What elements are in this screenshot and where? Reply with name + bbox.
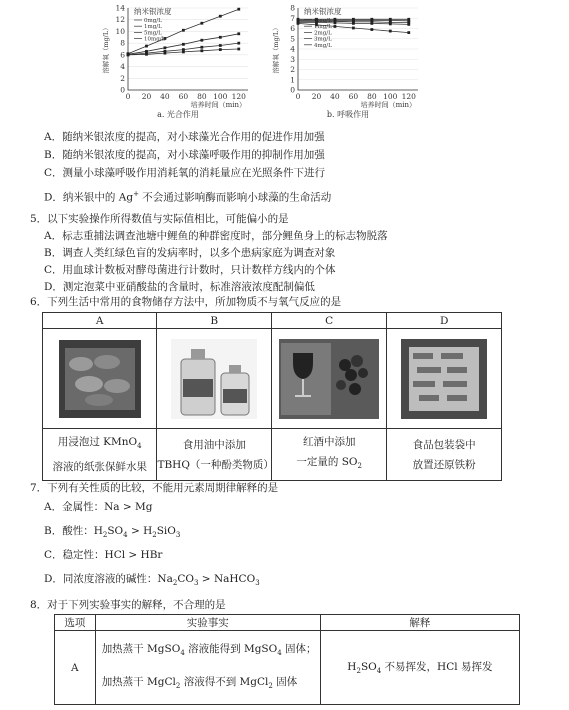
chart-a-legend-entry: 5mg/L [144, 30, 162, 37]
chart-a-point [182, 51, 185, 54]
chart-b-point [389, 30, 392, 33]
q6-header-d: D [387, 313, 502, 329]
q6-photo-d-cell [387, 329, 502, 429]
q4-option-d: D．纳米银中的 Ag+ 不会通过影响酶而影响小球藻的生命活动 [44, 190, 332, 204]
chart-a-xlabel: 培养时间（min） [190, 101, 246, 109]
chart-b-respiration [270, 0, 430, 122]
q4-option-b: B．随纳米银浓度的提高，对小球藻呼吸作用的抑制作用加强 [44, 149, 325, 161]
chart-b-ytick-label: 6 [290, 24, 295, 33]
q7-title: 7．下列有关性质的比较，不能用元素周期律解释的是 [30, 482, 279, 494]
chart-b-ytick-label: 8 [290, 3, 295, 13]
chart-b-xtick-label: 80 [367, 92, 377, 101]
chart-a-xtick-label: 120 [231, 92, 246, 101]
chart-a-point [200, 46, 203, 49]
chart-b-point [389, 18, 392, 21]
q8-title: 8．对于下列实验事实的解释，不合理的是 [30, 599, 226, 611]
chart-b-point [407, 18, 410, 21]
q6-text-a: 用浸泡过 KMnO$_4$ 溶液的纸张保鲜水果 [43, 429, 157, 481]
chart-b-xlabel: 培养时间（min） [360, 101, 416, 109]
q5-option-c: C．用血球计数板对酵母菌进行计数时，只计数样方线内的个体 [44, 264, 336, 276]
q6-text-d: 食品包装袋中 放置还原铁粉 [387, 429, 502, 481]
chart-a-legend-entry: 0mg/L [144, 18, 162, 24]
chart-a-ytick-label: 14 [115, 3, 125, 13]
iron-powder-packet-photo [401, 339, 487, 419]
chart-a-ytick-label: 6 [120, 50, 125, 60]
chart-b-point [370, 18, 373, 21]
chart-b-ytick-label: 1 [290, 75, 295, 85]
q8-row-explanation: $H_2SO_4$ 不易挥发，HCl 易挥发 [320, 631, 519, 705]
chart-a-point [145, 45, 148, 48]
chart-b-legend-title: 纳米银浓度 [304, 7, 342, 16]
chart-a-point [237, 48, 240, 51]
chart-b-legend-entry: 4mg/L [314, 42, 332, 49]
chart-a-point [164, 46, 167, 49]
chart-a-point [219, 48, 222, 51]
chart-a-point [237, 8, 240, 11]
q6-text-c: 红酒中添加 一定量的 $SO_2$ [272, 429, 387, 481]
chart-a-xtick-label: 60 [178, 92, 189, 101]
chart-a-point [219, 15, 222, 18]
chart-b-ytick-label: 4 [290, 44, 295, 54]
chart-a-point [182, 29, 185, 32]
q7-option-d: D．同浓度溶液的碱性：$Na_2CO_3$ > NaHCO$_3$ [44, 573, 260, 588]
chart-a-legend-title: 纳米银浓度 [134, 7, 172, 16]
q7-option-a: A．金属性：Na > Mg [44, 501, 153, 513]
chart-b-ylabel: 溶解氧（mg/L） [272, 24, 280, 74]
fruit-paper-photo [59, 340, 141, 418]
q6-photo-a-cell [43, 329, 157, 429]
chart-b-caption: b. 呼吸作用 [326, 110, 370, 119]
q5-option-b: B．调查人类红绿色盲的发病率时，以多个患病家庭为调查对象 [44, 247, 336, 259]
chart-b-point [352, 27, 355, 30]
q8-header-option: 选项 [55, 615, 96, 631]
chart-a-xtick-label: 100 [213, 92, 228, 101]
q6-header-b: B [157, 313, 272, 329]
q8-row-fact: 加热蒸干 MgSO$_4$ 溶液能得到 MgSO$_4$ 固体； 加热蒸干 MgCl$_2$ 溶液得不到 MgCl$_2$ 固体 [95, 631, 320, 705]
chart-b-ytick-label: 5 [290, 34, 295, 44]
chart-b-ytick-label: 2 [290, 65, 295, 74]
q8-header-fact: 实验事实 [95, 615, 320, 631]
chart-b-point [407, 31, 410, 34]
chart-a-point [182, 43, 185, 46]
chart-a-xtick-label: 0 [125, 92, 131, 101]
chart-b-xtick-label: 120 [401, 92, 416, 101]
chart-b-xtick-label: 40 [330, 92, 340, 101]
q7-option-c: C．稳定性：HCl > HBr [44, 549, 163, 561]
chart-a-ytick-label: 2 [120, 73, 125, 83]
chart-a-point [127, 53, 130, 56]
q8-header-explanation: 解释 [320, 615, 519, 631]
q5-title: 5．以下实验操作所得数值与实际值相比，可能偏小的是 [30, 213, 289, 225]
chart-a-ytick-label: 8 [120, 38, 125, 48]
q6-text-b: 食用油中添加 TBHQ（一种酚类物质） [157, 429, 272, 481]
chart-a-xtick-label: 80 [197, 92, 207, 101]
q4-option-a: A．随纳米银浓度的提高，对小球藻光合作用的促进作用加强 [44, 131, 325, 143]
q8-row-label: A [55, 631, 96, 705]
q5-option-a: A．标志重捕法调查池塘中鲤鱼的种群密度时，部分鲤鱼身上的标志物脱落 [44, 230, 388, 242]
chart-a-xtick-label: 40 [160, 92, 170, 101]
q6-header-c: C [272, 313, 387, 329]
chart-a-ytick-label: 4 [120, 62, 125, 72]
chart-b-legend-entry: 0mg/L [314, 18, 332, 24]
chart-b-point [334, 18, 337, 21]
q6-photo-c-cell [272, 329, 387, 429]
q6-table [42, 312, 502, 481]
chart-b-ytick-label: 7 [290, 13, 295, 23]
chart-a-ytick-label: 0 [120, 85, 125, 95]
chart-b-point [352, 18, 355, 21]
red-wine-photo [279, 339, 379, 419]
chart-a-point [164, 52, 167, 55]
chart-a-point [237, 32, 240, 35]
chart-a-point [145, 53, 148, 56]
oil-bottles-photo [171, 339, 257, 419]
chart-b-ytick-label: 3 [290, 54, 295, 64]
chart-a-point [200, 22, 203, 25]
q8-table [54, 614, 520, 705]
chart-b-xtick-label: 20 [311, 92, 322, 101]
q6-header-a: A [43, 313, 157, 329]
chart-a-ytick-label: 12 [115, 15, 125, 25]
chart-a-point [219, 36, 222, 39]
chart-b-point [334, 25, 337, 28]
chart-a-legend-entry: 10mg/L [144, 36, 166, 43]
q5-option-d: D．测定泡菜中亚硝酸盐的含量时，标准溶液浓度配制偏低 [44, 281, 315, 293]
q6-title: 6．下列生活中常用的食物储存方法中，所加物质不与氧气反应的是 [30, 296, 342, 308]
chart-a-xtick-label: 20 [141, 92, 152, 101]
chart-a-ylabel: 溶解氧（mg/L） [102, 24, 110, 74]
chart-b-xtick-label: 0 [295, 92, 301, 101]
chart-a-point [200, 39, 203, 42]
chart-b-xtick-label: 60 [348, 92, 359, 101]
chart-b-ytick-label: 0 [290, 85, 295, 95]
chart-a-caption: a. 光合作用 [157, 110, 199, 119]
chart-a-point [200, 49, 203, 52]
chart-a-legend-entry: 1mg/L [144, 24, 162, 31]
chart-a-ytick-label: 10 [115, 26, 125, 36]
chart-a-point [219, 44, 222, 47]
q4-option-c: C．测量小球藻呼吸作用消耗氧的消耗量应在光照条件下进行 [44, 167, 326, 179]
chart-b-legend-entry: 3mg/L [314, 36, 332, 43]
chart-a-photosynthesis [100, 0, 260, 122]
chart-b-xtick-label: 100 [383, 92, 398, 101]
q6-photo-b-cell [157, 329, 272, 429]
q7-option-b: B．酸性：$H_2SO_4 > H_2SiO_3$ [44, 525, 181, 540]
chart-b-point [370, 28, 373, 31]
chart-a-point [237, 42, 240, 45]
chart-b-legend-entry: 2mg/L [314, 30, 332, 37]
chart-b-point [297, 18, 300, 21]
chart-b-legend-entry: 1mg/L [314, 24, 332, 31]
